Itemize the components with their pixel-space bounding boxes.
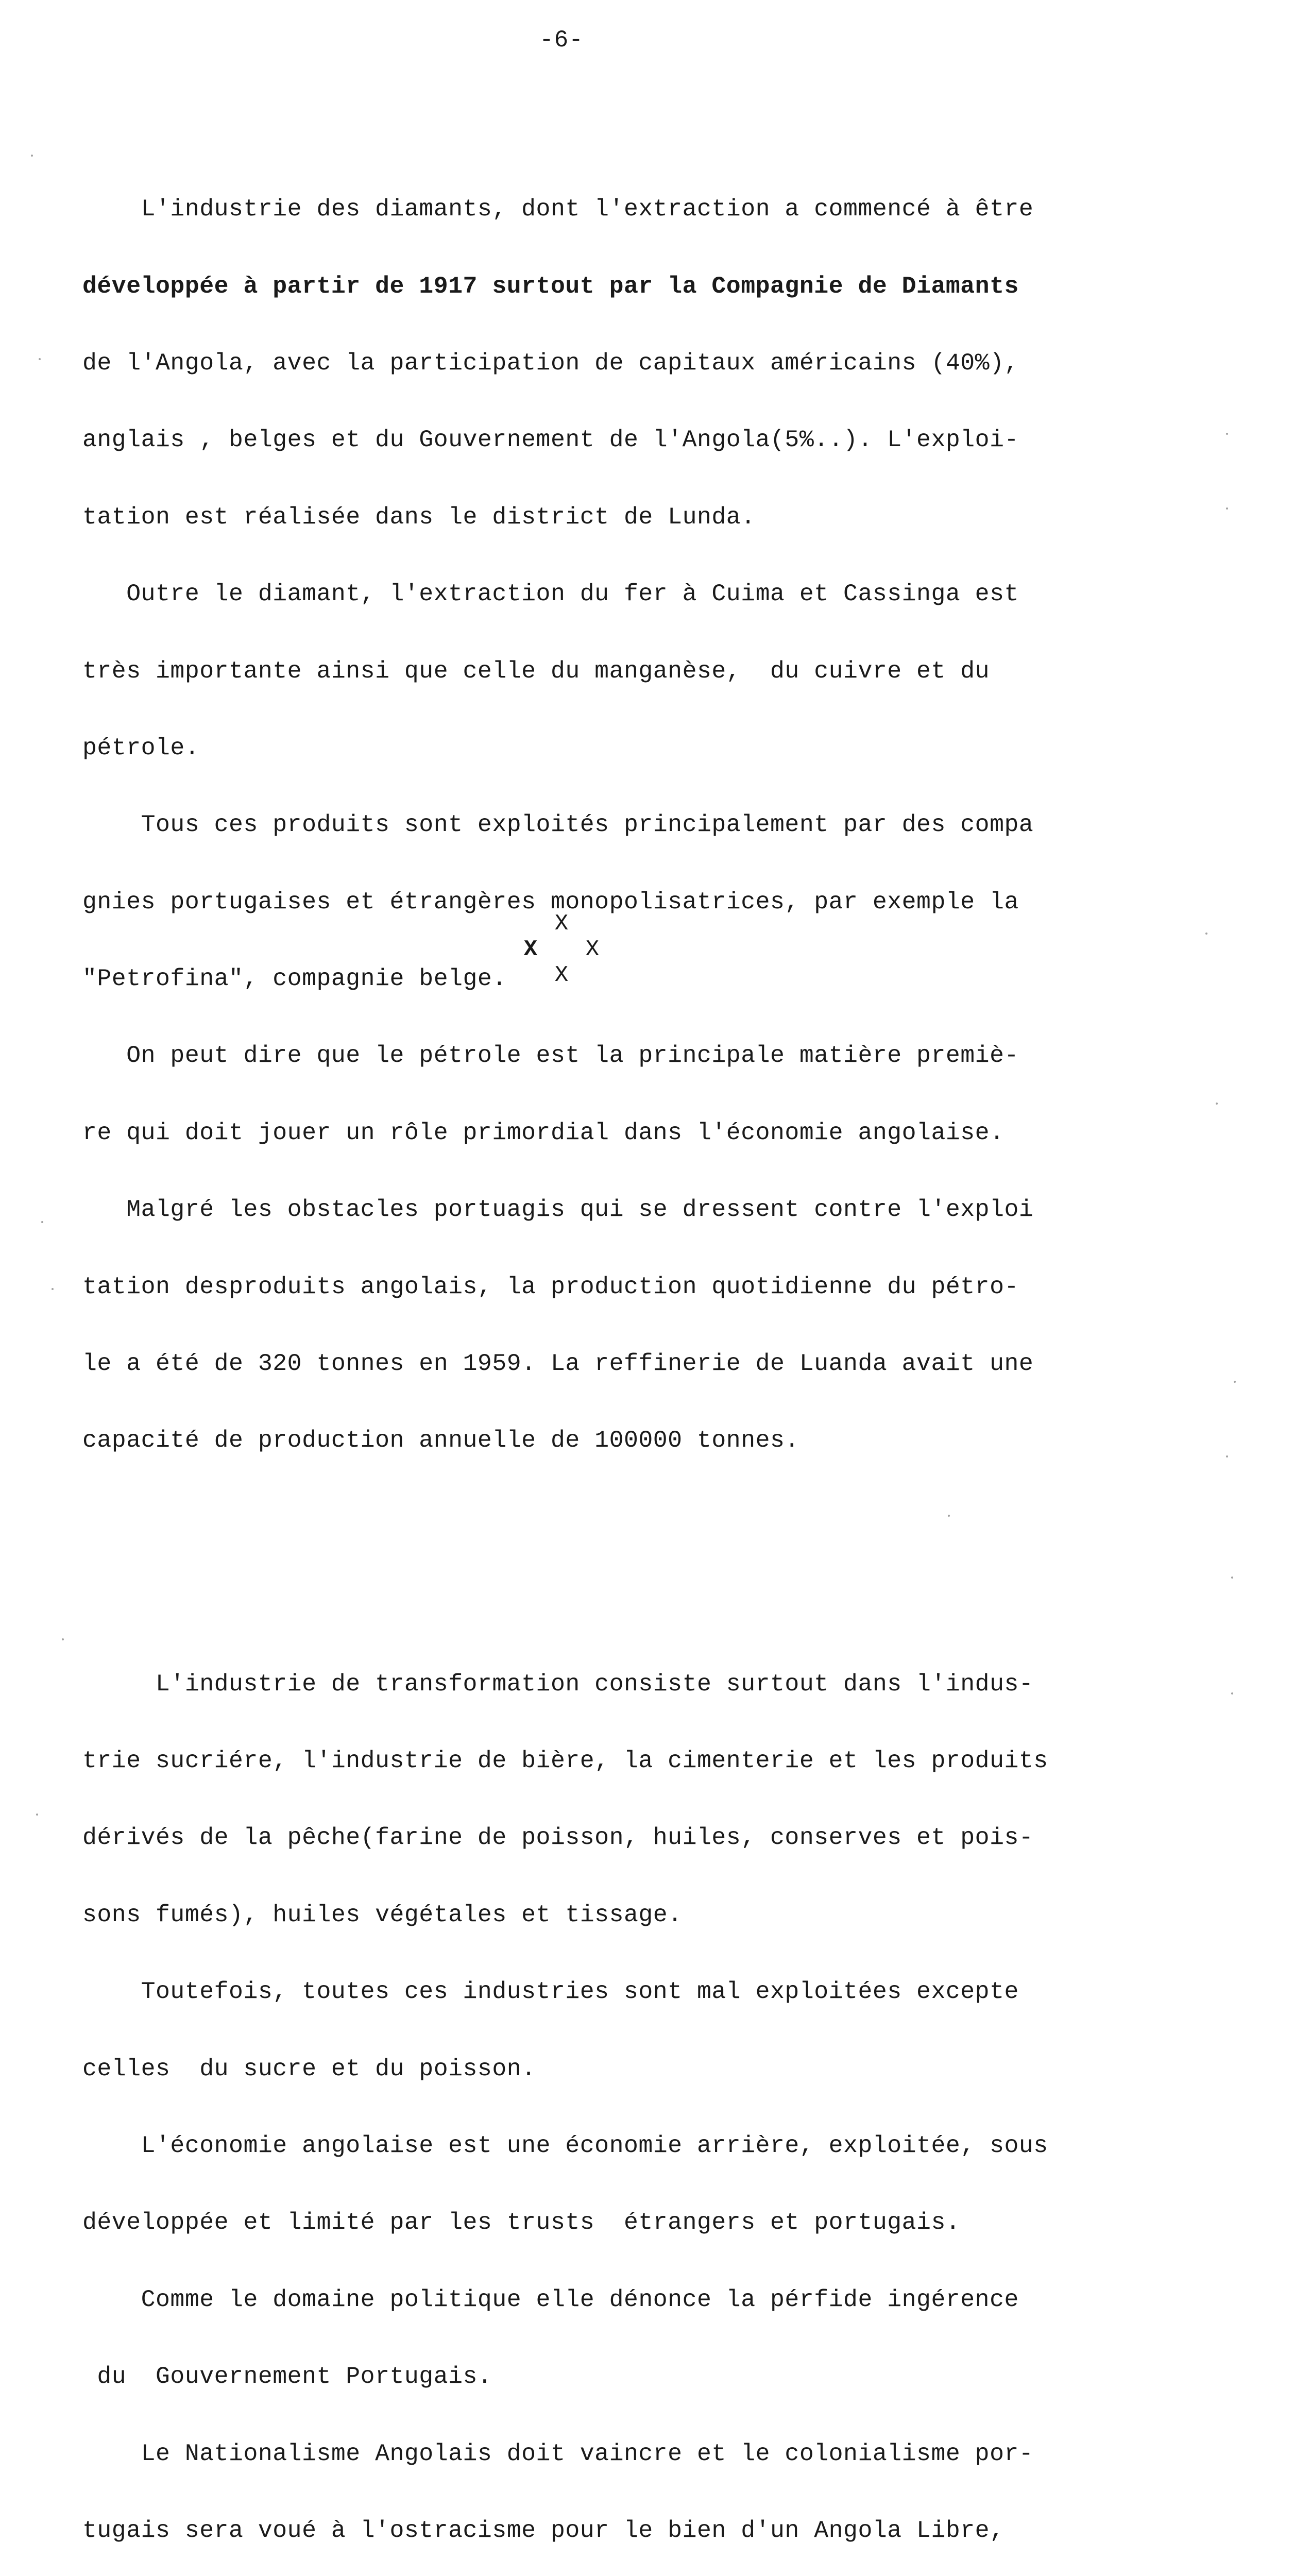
- text-line: le a été de 320 tonnes en 1959. La reffinerie de Luanda avait une: [82, 1350, 1034, 1378]
- text-line: celles du sucre et du poisson.: [82, 2055, 536, 2082]
- text-line: de l'Angola, avec la participation de capitaux américains (40%),: [82, 349, 1019, 377]
- text-line: Le Nationalisme Angolais doit vaincre et le colonialisme por-: [82, 2439, 1034, 2467]
- scan-speck: [52, 1288, 54, 1290]
- scan-speck: [1231, 1577, 1233, 1579]
- text-line: "Petrofina", compagnie belge.: [82, 965, 507, 993]
- page-number: -6-: [539, 27, 584, 54]
- scan-speck: [31, 155, 33, 157]
- text-line: Comme le domaine politique elle dénonce la pérfide ingérence: [82, 2285, 1019, 2313]
- scan-speck: [1226, 1455, 1228, 1458]
- scan-speck: [41, 1221, 43, 1223]
- scan-speck: [62, 1638, 64, 1640]
- paragraph-mining: [82, 145, 1144, 1505]
- text-line: très importante ainsi que celle du manganèse, du cuivre et du: [82, 657, 990, 685]
- text-line: L'industrie de transformation consiste surtout dans l'indus-: [82, 1670, 1034, 1698]
- section-separator: [515, 911, 618, 1004]
- scan-speck: [1226, 507, 1228, 510]
- scan-speck: [1216, 1103, 1218, 1105]
- separator-mark-bottom: X: [554, 962, 569, 988]
- paragraph-industry: [82, 1620, 1144, 2576]
- text-line: tation desproduits angolais, la production quotidienne du pétro-: [82, 1273, 1019, 1300]
- text-line: Outre le diamant, l'extraction du fer à Cuima et Cassinga est: [82, 580, 1019, 608]
- scan-speck: [1226, 433, 1228, 435]
- scan-speck: [1234, 1381, 1236, 1383]
- scan-speck: [36, 1814, 38, 1816]
- text-line: trie sucriére, l'industrie de bière, la cimenterie et les produits: [82, 1747, 1048, 1774]
- text-line: On peut dire que le pétrole est la principale matière premiè-: [82, 1042, 1019, 1070]
- text-line: anglais , belges et du Gouvernement de l'Angola(5%..). L'exploi-: [82, 426, 1019, 454]
- text-line: capacité de production annuelle de 100000 tonnes.: [82, 1427, 799, 1454]
- scan-speck: [1231, 1692, 1233, 1694]
- text-line: re qui doit jouer un rôle primordial dans l'économie angolaise.: [82, 1118, 1004, 1146]
- scan-speck: [948, 1515, 950, 1517]
- body-text: [82, 94, 1144, 2576]
- separator-mark-right: X: [585, 937, 600, 962]
- scan-speck: [1205, 933, 1207, 935]
- text-line: tugais sera voué à l'ostracisme pour le bien d'un Angola Libre,: [82, 2516, 1004, 2544]
- text-line: Tous ces produits sont exploités principalement par des compa: [82, 811, 1034, 839]
- text-line: L'industrie des diamants, dont l'extraction a commencé à être: [82, 195, 1034, 223]
- text-line: gnies portugaises et étrangères monopolisatrices, par exemple la: [82, 888, 1019, 916]
- text-line: développée à partir de 1917 surtout par la Compagnie de Diamants: [82, 272, 1019, 300]
- text-line: tation est réalisée dans le district de Lunda.: [82, 503, 756, 531]
- text-line: dérivés de la pêche(farine de poisson, huiles, conserves et pois-: [82, 1824, 1034, 1852]
- text-line: L'économie angolaise est une économie arrière, exploitée, sous: [82, 2131, 1048, 2159]
- text-line: Toutefois, toutes ces industries sont mal exploitées excepte: [82, 1978, 1019, 2006]
- separator-mark-left: X: [523, 937, 538, 962]
- text-line: pétrole.: [82, 734, 200, 761]
- scan-speck: [39, 358, 41, 360]
- separator-mark-top: X: [554, 911, 569, 937]
- text-line: du Gouvernement Portugais.: [82, 2363, 492, 2391]
- text-line: Malgré les obstacles portuagis qui se dressent contre l'exploi: [82, 1196, 1034, 1224]
- text-line: développée et limité par les trusts étrangers et portugais.: [82, 2209, 961, 2236]
- paragraph-gap: [82, 1556, 1144, 1568]
- text-line: sons fumés), huiles végétales et tissage.: [82, 1901, 683, 1928]
